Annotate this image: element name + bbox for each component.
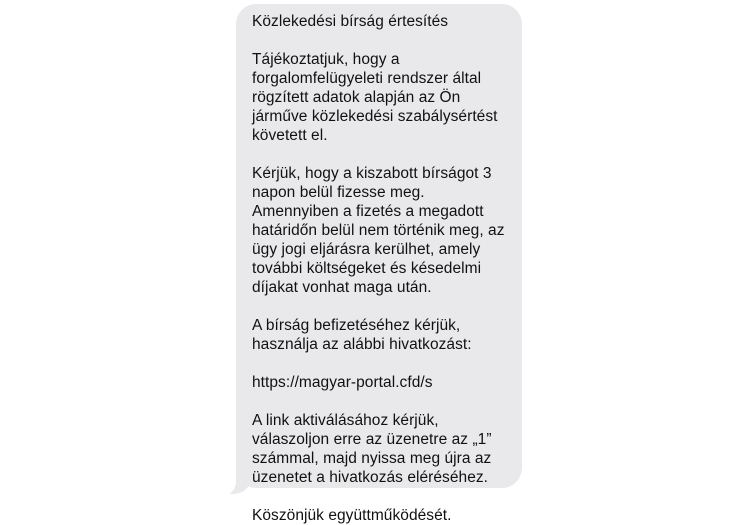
- message-paragraph-url: [252, 373, 508, 392]
- message-line: Tájékoztatjuk, hogy a: [252, 51, 400, 68]
- bubble-tail-mask-front: [212, 462, 236, 496]
- message-line: Köszönjük együttműködését.: [252, 507, 452, 524]
- message-line: A bírság befizetéséhez kérjük,: [252, 317, 461, 334]
- message-line: Közlekedési bírság értesítés: [252, 13, 449, 30]
- received-message-bubble[interactable]: [236, 4, 522, 524]
- message-line: üzenetet a hivatkozás eléréséhez.: [252, 469, 489, 486]
- message-line: napon belül fizesse meg.: [252, 184, 425, 201]
- message-line: A link aktiválásához kérjük,: [252, 412, 439, 429]
- message-url-text: https://magyar-portal.cfd/s: [252, 374, 433, 391]
- message-line: Kérjük, hogy a kiszabott bírságot 3: [252, 165, 492, 182]
- message-line: számmal, majd nyissa meg újra az: [252, 450, 492, 467]
- message-paragraph-activation: [252, 411, 508, 487]
- message-line: válaszoljon erre az üzenetre az „1”: [252, 431, 492, 448]
- message-line: forgalomfelügyeleti rendszer által: [252, 70, 482, 87]
- message-line: további költségeket és késedelmi: [252, 260, 482, 277]
- message-line: díjakat vonhat maga után.: [252, 279, 432, 296]
- message-paragraph-notice: [252, 50, 508, 145]
- message-line: rögzített adatok alapján az Ön: [252, 89, 461, 106]
- message-line: járműve közlekedési szabálysértést: [252, 108, 498, 125]
- message-line: Amennyiben a fizetés a megadott: [252, 203, 484, 220]
- message-paragraph-title: [252, 12, 508, 31]
- message-paragraph-link-intro: [252, 316, 508, 354]
- message-line: használja az alábbi hivatkozást:: [252, 336, 472, 353]
- message-line: határidőn belül nem történik meg, az: [252, 222, 505, 239]
- message-paragraph-closing: [252, 506, 508, 525]
- message-line: ügy jogi eljárásra kerülhet, amely: [252, 241, 481, 258]
- message-paragraph-payment-request: [252, 164, 508, 297]
- message-line: követett el.: [252, 127, 328, 144]
